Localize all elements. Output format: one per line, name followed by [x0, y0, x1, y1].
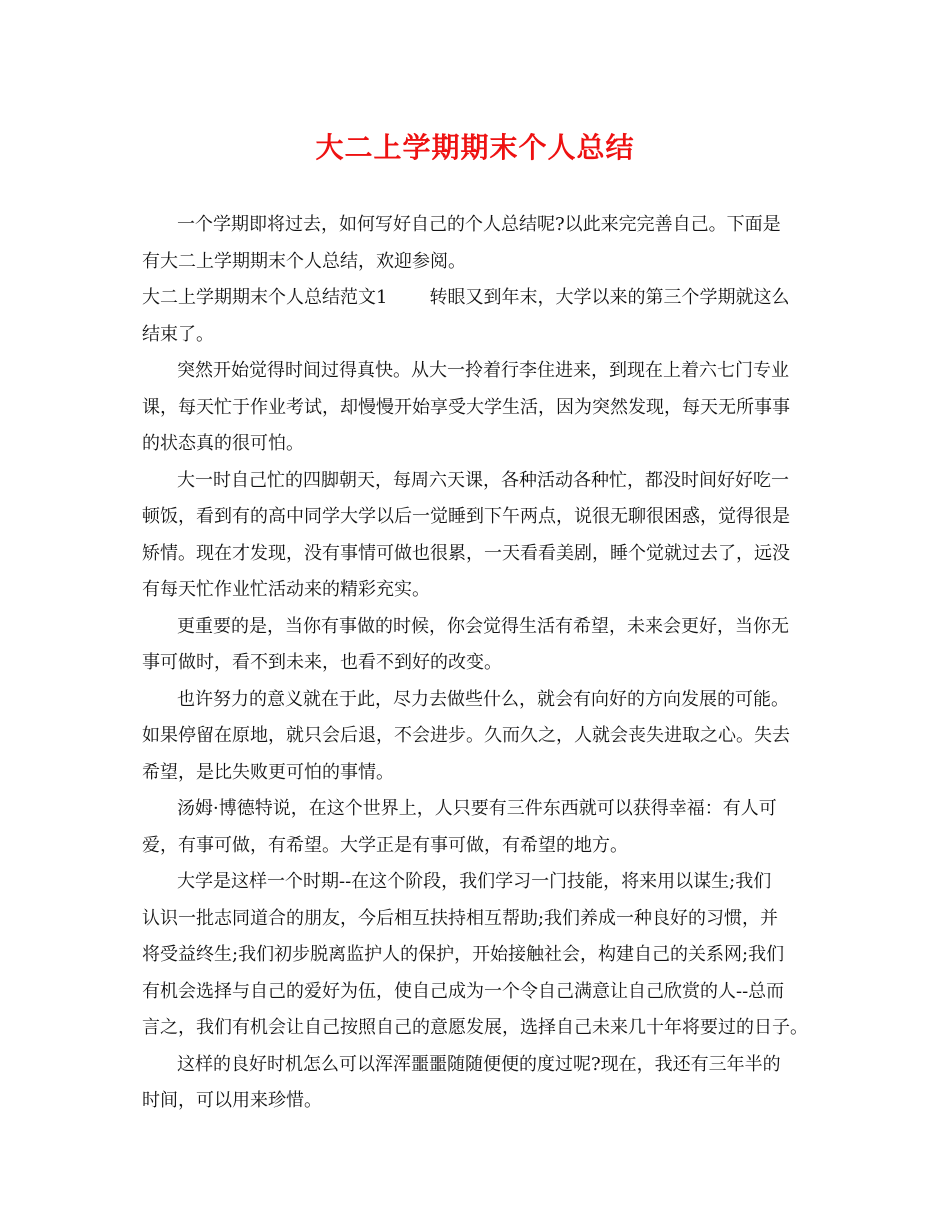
text-line: 如果停留在原地，就只会后退，不会进步。久而久之，人就会丧失进取之心。失去 — [142, 725, 790, 746]
text-line: 顿饭，看到有的高中同学大学以后一觉睡到下午两点，说很无聊很困惑，觉得很是 — [142, 506, 790, 527]
text-line: 汤姆·博德特说，在这个世界上，人只要有三件东西就可以获得幸福：有人可 — [177, 798, 777, 819]
text-line: 有大二上学期期末个人总结，欢迎参阅。 — [142, 250, 466, 272]
text-line: 认识一批志同道合的朋友，今后相互扶持相互帮助;我们养成一种良好的习惯，并 — [142, 907, 779, 929]
text-line: 言之，我们有机会让自己按照自己的意愿发展，选择自己未来几十年将要过的日子。 — [142, 1017, 808, 1038]
section-heading-line — [142, 280, 832, 317]
text-line: 有每天忙作业忙活动来的精彩充实。 — [142, 579, 430, 600]
text-line: 也许努力的意义就在于此，尽力去做些什么，就会有向好的方向发展的可能。 — [177, 688, 789, 710]
section-heading: 大二上学期期末个人总结范文1 — [142, 287, 388, 308]
text-line: 大一时自己忙的四脚朝天，每周六天课，各种活动各种忙，都没时间好好吃一 — [177, 469, 789, 491]
text-line: 事可做时，看不到未来，也看不到好的改变。 — [142, 652, 502, 673]
text-line: 课，每天忙于作业考试，却慢慢开始享受大学生活，因为突然发现，每天无所事事 — [142, 396, 790, 418]
document-title: 大二上学期期末个人总结 — [315, 131, 635, 164]
text-line: 这样的良好时机怎么可以浑浑噩噩随随便便的度过呢?现在，我还有三年半的 — [177, 1053, 781, 1075]
text-line: 矫情。现在才发现，没有事情可做也很累，一天看看美剧，睡个觉就过去了，远没 — [142, 542, 790, 564]
text-line: 结束了。 — [142, 323, 214, 345]
text-line: 更重要的是，当你有事做的时候，你会觉得生活有希望，未来会更好，当你无 — [177, 615, 789, 637]
document-body — [142, 207, 832, 1120]
text-line: 的状态真的很可怕。 — [142, 433, 304, 454]
text-line: 突然开始觉得时间过得真快。从大一拎着行李住进来，到现在上着六七门专业 — [177, 360, 789, 381]
text-line: 将受益终生;我们初步脱离监护人的保护，开始接触社会，构建自己的关系网;我们 — [142, 944, 785, 965]
text-line: 爱，有事可做，有希望。大学正是有事可做，有希望的地方。 — [142, 834, 628, 856]
text-line: 大学是这样一个时期--在这个阶段，我们学习一门技能，将来用以谋生;我们 — [177, 871, 772, 892]
text-line: 一个学期即将过去，如何写好自己的个人总结呢?以此来完完善自己。下面是 — [177, 214, 781, 235]
text-line: 时间，可以用来珍惜。 — [142, 1090, 322, 1111]
text-line: 有机会选择与自己的爱好为伍，使自己成为一个令自己满意让自己欣赏的人--总而 — [142, 980, 785, 1002]
text-line: 希望，是比失败更可怕的事情。 — [142, 761, 394, 783]
text-line: 转眼又到年末，大学以来的第三个学期就这么 — [429, 287, 790, 308]
